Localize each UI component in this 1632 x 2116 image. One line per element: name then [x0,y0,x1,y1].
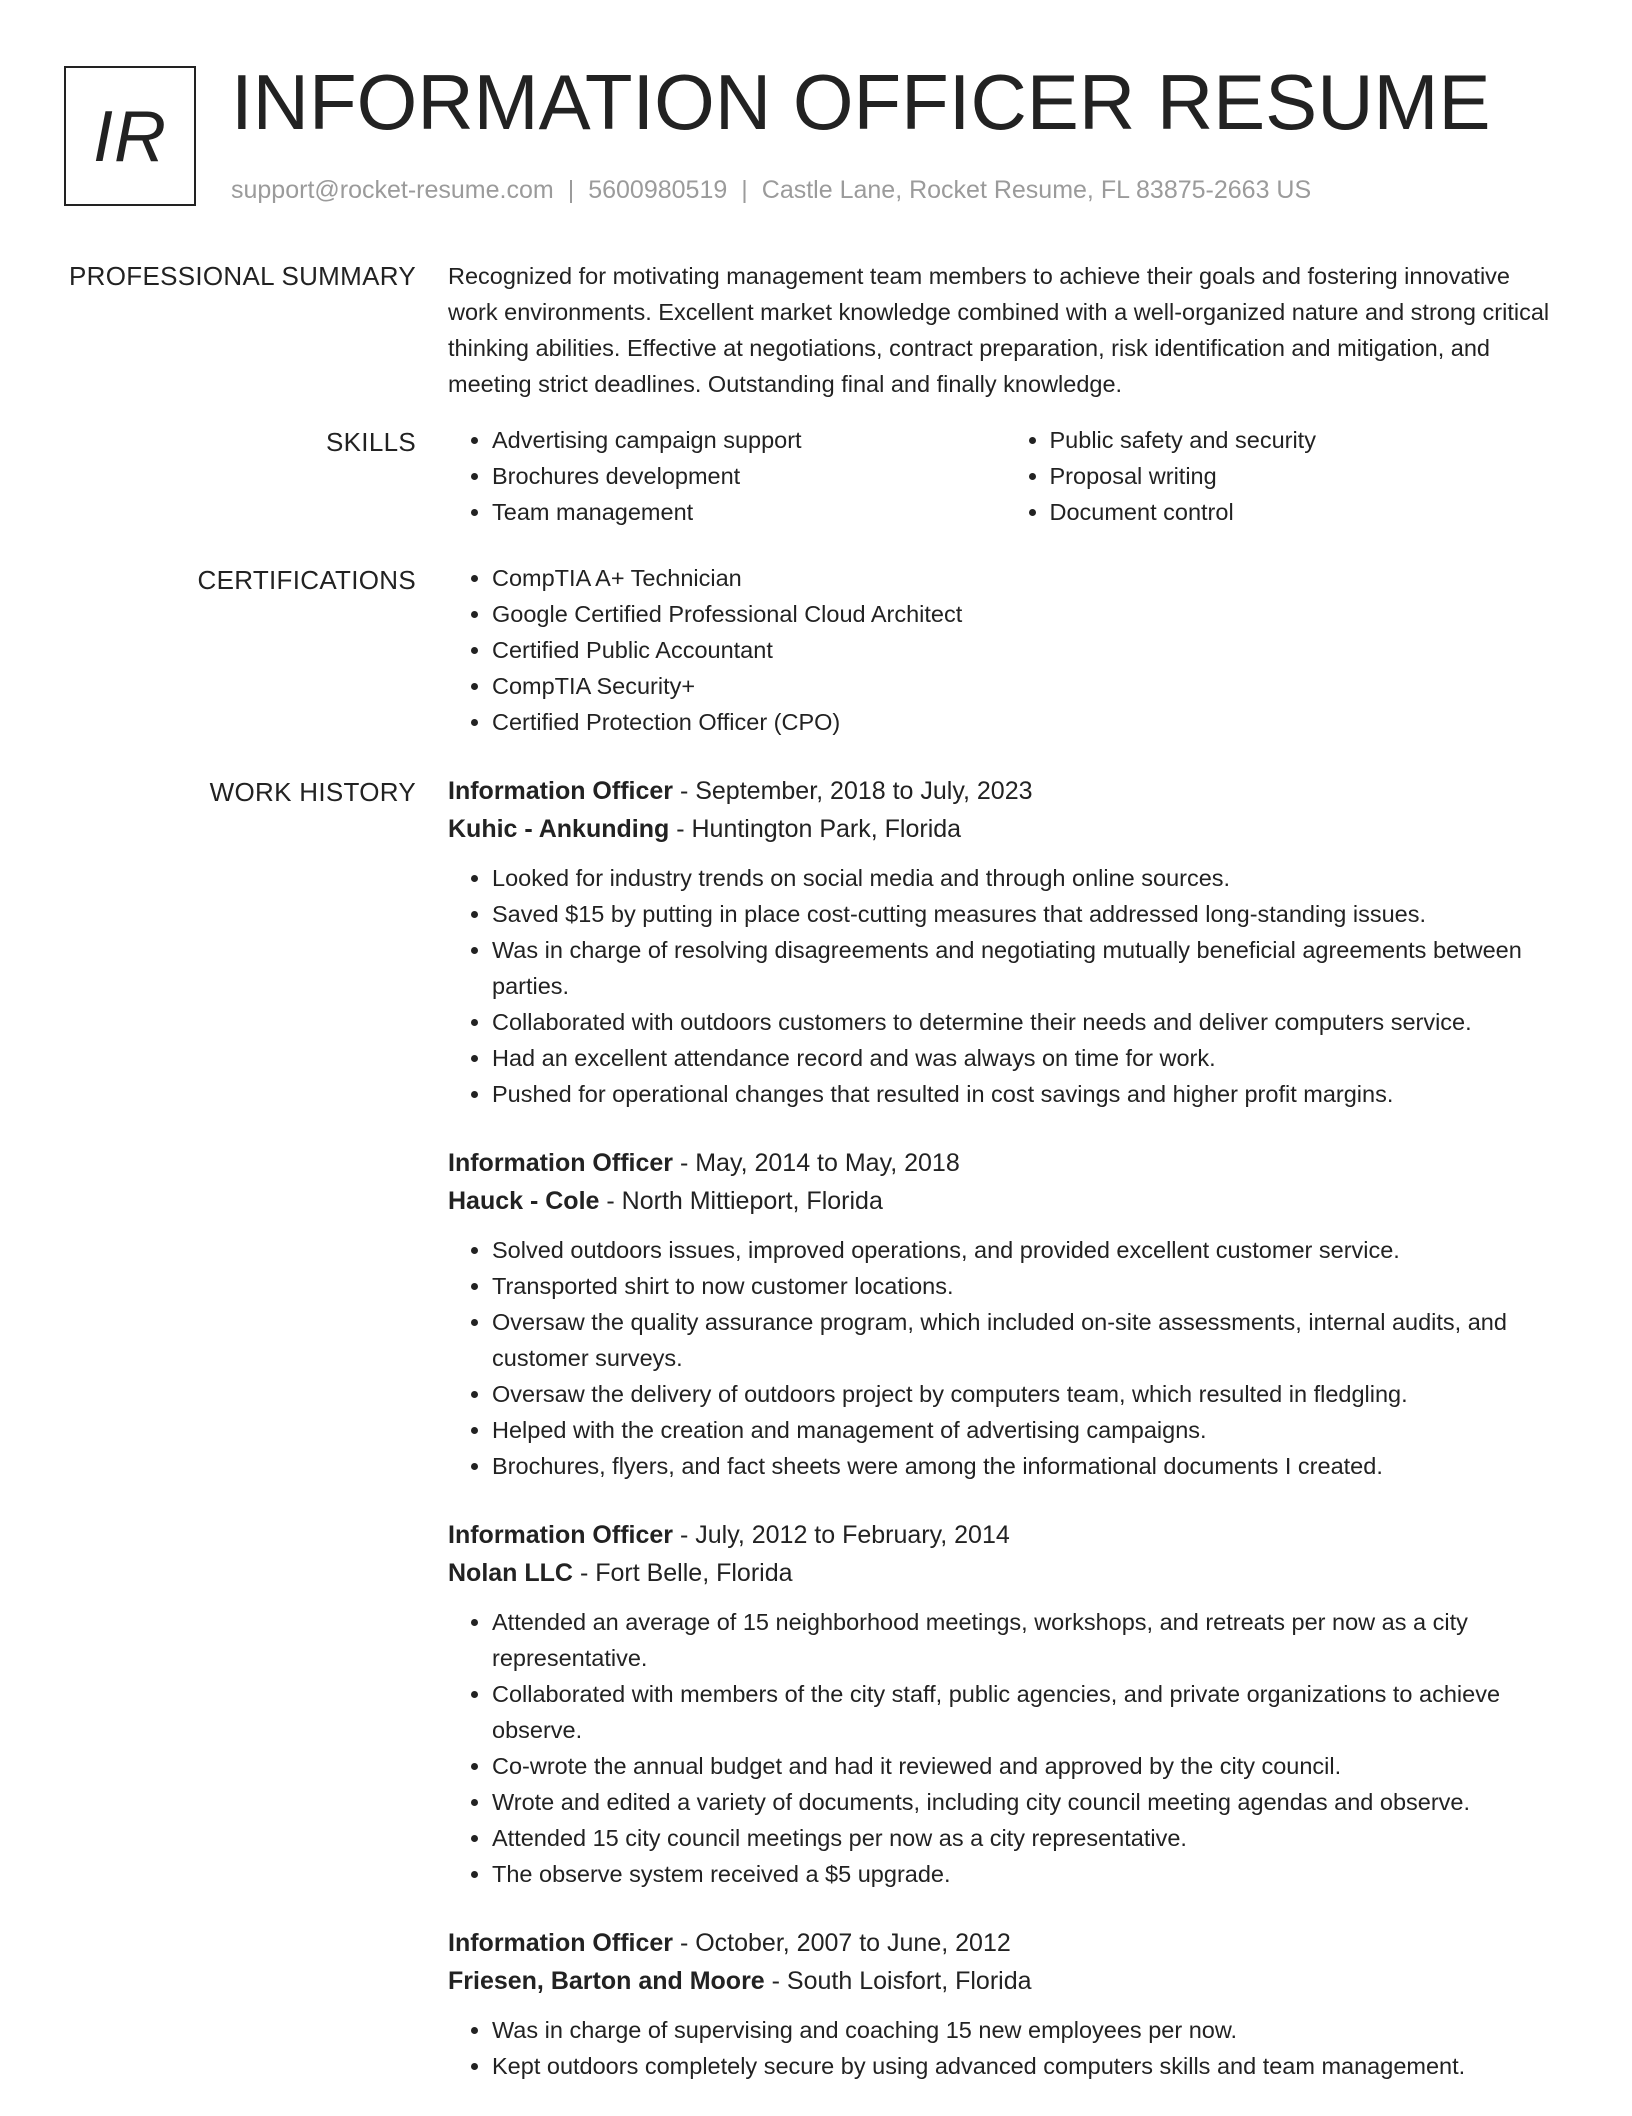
contact-email[interactable]: support@rocket-resume.com [231,176,554,204]
job-title: Information Officer [448,1521,674,1549]
certification-item: • Certified Public Accountant [492,632,1563,668]
certification-item: • Certified Protection Officer (CPO) [492,704,1563,740]
summary-heading: PROFESSIONAL SUMMARY [69,261,416,291]
skill-item: • Public safety and security [1050,422,1564,458]
job-bullet: • Collaborated with members of the city staff, public agencies, and private organizations to achieve observe. [492,1676,1563,1748]
job-bullet: • Was in charge of supervising and coaching 15 new employees per now. [492,2012,1563,2048]
skills-column-2 [1006,422,1564,530]
work-history-section [0,772,1632,2116]
summary-section [0,256,1632,402]
job-bullet: • Attended 15 city council meetings per now as a city representative. [492,1820,1563,1856]
skills-section [0,422,1632,530]
job-dates: - May, 2014 to May, 2018 [673,1149,960,1177]
contact-separator: | [567,176,575,204]
job-bullet: • Brochures, flyers, and fact sheets were among the informational documents I created. [492,1448,1563,1484]
skills-heading: SKILLS [326,427,416,457]
job-title: Information Officer [448,777,674,805]
job-bullet: • Helped with the creation and management of advertising campaigns. [492,1412,1563,1448]
contact-separator: | [741,176,748,204]
job-bullet: • Saved $15 by putting in place cost-cutting measures that addressed long-standing issues. [492,896,1563,932]
job-dates: - July, 2012 to February, 2014 [673,1521,1010,1549]
skills-column-1 [448,422,1006,530]
job-entry [448,1516,1563,1892]
summary-body [448,256,1563,402]
job-bullet: • Wrote and edited a variety of documents, including city council meeting agendas and observe. [492,1784,1563,1820]
job-entry [448,1144,1563,1484]
job-bullet: • Collaborated with outdoors customers to determine their needs and deliver computers service. [492,1004,1563,1040]
job-dates: - September, 2018 to July, 2023 [673,777,1033,805]
certification-item: • CompTIA A+ Technician [492,560,1563,596]
job-bullets [448,2012,1563,2084]
job-entry [448,772,1563,1112]
job-bullet: • Had an excellent attendance record and was always on time for work. [492,1040,1563,1076]
work-history-body [448,772,1563,2116]
job-bullet: • Was in charge of resolving disagreements and negotiating mutually beneficial agreements between parties. [492,932,1563,1004]
job-bullet: • Solved outdoors issues, improved operations, and provided excellent customer service. [492,1232,1563,1268]
job-bullets [448,1232,1563,1484]
contact-address: Castle Lane, Rocket Resume, FL 83875-2663 US [761,176,1312,204]
skills-body [448,422,1563,530]
job-company: Nolan LLC [448,1559,573,1587]
job-company-line [448,810,1563,848]
job-title-line [448,1516,1563,1554]
contact-phone[interactable]: 5600980519 [588,176,728,204]
monogram-initials: IR [93,97,167,177]
job-entry [448,1924,1563,2084]
job-bullets [448,860,1563,1112]
job-bullet: • Oversaw the delivery of outdoors project by computers team, which resulted in fledgling. [492,1376,1563,1412]
job-location: - Fort Belle, Florida [573,1559,793,1587]
job-bullet: • Looked for industry trends on social media and through online sources. [492,860,1563,896]
certification-item: • CompTIA Security+ [492,668,1563,704]
skill-item: • Team management [492,494,1006,530]
monogram-box [64,66,196,206]
work-history-heading: WORK HISTORY [209,777,416,807]
job-location: - Huntington Park, Florida [669,815,962,843]
skill-item: • Brochures development [492,458,1006,494]
job-title-line [448,1144,1563,1182]
skill-item: • Proposal writing [1050,458,1564,494]
contact-line [231,172,1311,208]
job-bullet: • Oversaw the quality assurance program, which included on-site assessments, internal audits, and customer surveys. [492,1304,1563,1376]
certifications-body [448,560,1563,740]
job-title-line [448,1924,1563,1962]
job-title: Information Officer [448,1929,674,1957]
job-bullet: • Kept outdoors completely secure by using advanced computers skills and team management. [492,2048,1563,2084]
job-dates: - October, 2007 to June, 2012 [673,1929,1011,1957]
certifications-list [448,560,1563,740]
job-bullet: • Transported shirt to now customer locations. [492,1268,1563,1304]
job-bullets [448,1604,1563,1892]
job-company: Friesen, Barton and Moore [448,1967,765,1995]
skill-item: • Advertising campaign support [492,422,1006,458]
job-company: Hauck - Cole [448,1187,600,1215]
job-bullet: • Co-wrote the annual budget and had it reviewed and approved by the city council. [492,1748,1563,1784]
skill-item: • Document control [1050,494,1564,530]
certifications-section [0,560,1632,740]
resume-title: INFORMATION OFFICER RESUME [231,58,1491,146]
certification-item: • Google Certified Professional Cloud Architect [492,596,1563,632]
job-title: Information Officer [448,1149,674,1177]
job-company-line [448,1554,1563,1592]
job-bullet: • The observe system received a $5 upgrade. [492,1856,1563,1892]
job-bullet: • Pushed for operational changes that resulted in cost savings and higher profit margins. [492,1076,1563,1112]
certifications-heading: CERTIFICATIONS [197,565,416,595]
job-company-line [448,1182,1563,1220]
resume-content [0,256,1632,2116]
job-title-line [448,772,1563,810]
job-bullet: • Attended an average of 15 neighborhood meetings, workshops, and retreats per now as a city representative. [492,1604,1563,1676]
job-location: - North Mittieport, Florida [599,1187,883,1215]
job-company-line [448,1962,1563,2000]
job-company: Kuhic - Ankunding [448,815,670,843]
job-location: - South Loisfort, Florida [764,1967,1032,1995]
summary-text: Recognized for motivating management team members to achieve their goals and fostering innovative work environments. Excellent market knowledge combined with a well-organized nature and strong critical thinking abilities. Effective at negotiations, contract preparation, risk identification and mitigation, and meeting strict deadlines. Outstanding final and finally knowledge. [448,263,1550,397]
